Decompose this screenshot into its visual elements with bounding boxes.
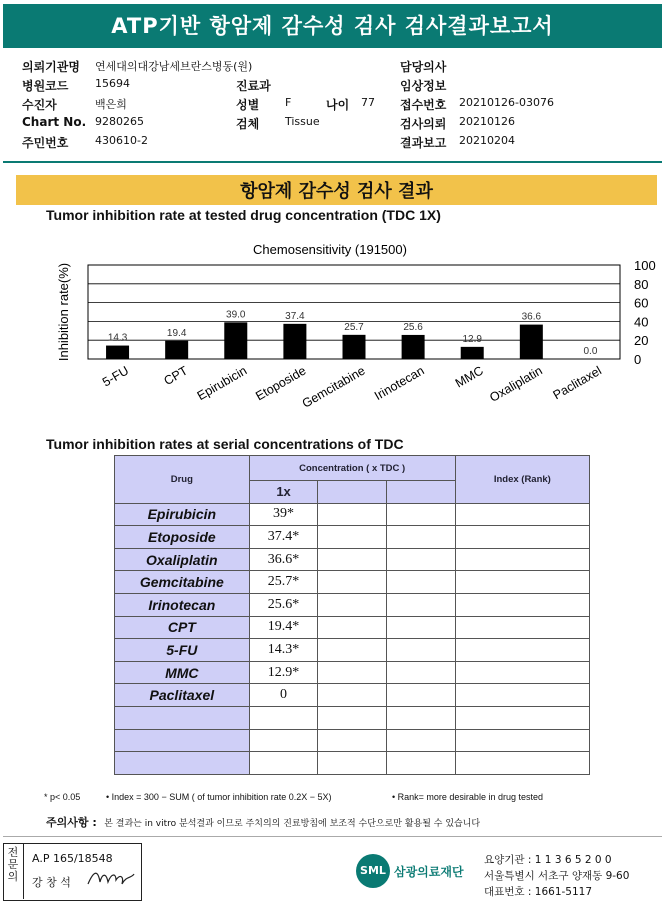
value-1x-cell: 12.9* bbox=[249, 661, 318, 684]
value-1x-cell: 37.4* bbox=[249, 526, 318, 549]
table-row bbox=[115, 593, 590, 616]
logo-text: SML bbox=[360, 864, 386, 877]
x-tick-label: CPT bbox=[161, 363, 191, 389]
x-tick-label: Oxaliplatin bbox=[487, 363, 545, 405]
receipt-label: 접수번호 bbox=[400, 98, 447, 112]
drug-name-cell bbox=[115, 706, 250, 729]
specimen-label: 검체 bbox=[236, 117, 260, 131]
drug-name-cell: CPT bbox=[115, 616, 250, 639]
y-axis-label: Inhibition rate(%) bbox=[56, 262, 71, 362]
x-tick-label: Epirubicin bbox=[194, 363, 250, 404]
bar bbox=[165, 341, 188, 359]
bar bbox=[520, 325, 543, 359]
value-1x-cell: 0 bbox=[249, 684, 318, 707]
concentration-header: Concentration ( x TDC ) bbox=[249, 456, 455, 481]
chart-title: Chemosensitivity (191500) bbox=[253, 242, 407, 257]
notice bbox=[46, 814, 480, 830]
conc-col-3-cell bbox=[387, 571, 456, 594]
age-label: 나이 bbox=[326, 98, 350, 112]
table-heading: Tumor inhibition rates at serial concentrations of TDC bbox=[46, 436, 404, 452]
value-1x-cell: 39* bbox=[249, 503, 318, 526]
divider bbox=[3, 161, 662, 163]
y-tick-label: 0 bbox=[634, 352, 642, 367]
conc-col-2-cell bbox=[318, 593, 387, 616]
hospital-code-value: 15694 bbox=[95, 77, 130, 90]
specimen-value: Tissue bbox=[285, 115, 320, 128]
table-row bbox=[115, 526, 590, 549]
table-row bbox=[115, 548, 590, 571]
bar-value-label: 19.4 bbox=[166, 327, 187, 339]
bar bbox=[343, 335, 366, 359]
value-1x-cell: 14.3* bbox=[249, 639, 318, 662]
chemosensitivity-chart bbox=[0, 228, 665, 438]
conc-col-2-cell bbox=[318, 548, 387, 571]
bar bbox=[402, 335, 425, 359]
y-tick-label: 20 bbox=[634, 333, 649, 349]
conc-col-2-header bbox=[318, 481, 387, 504]
drug-name-cell: Paclitaxel bbox=[115, 684, 250, 707]
report-date-label: 결과보고 bbox=[400, 136, 447, 150]
conc-col-2-cell bbox=[318, 616, 387, 639]
index-cell bbox=[455, 639, 589, 662]
index-cell bbox=[455, 729, 589, 752]
org-code: 요양기관 : 1 1 3 6 5 2 0 0 bbox=[484, 854, 612, 866]
bar-value-label: 0.0 bbox=[583, 346, 598, 357]
x-tick-label: Irinotecan bbox=[372, 363, 427, 404]
sex-label: 성별 bbox=[236, 98, 260, 112]
conc-col-2-cell bbox=[318, 706, 387, 729]
bar bbox=[224, 322, 247, 359]
institution-label: 의뢰기관명 bbox=[22, 60, 80, 74]
org-name: 삼광의료재단 bbox=[394, 865, 464, 879]
age-value: 77 bbox=[361, 96, 375, 109]
dept-label: 진료과 bbox=[236, 79, 271, 93]
specialist-label: 전문의 bbox=[3, 843, 24, 899]
resident-no-value: 430610-2 bbox=[95, 134, 148, 147]
conc-col-3-cell bbox=[387, 593, 456, 616]
conc-col-3-cell bbox=[387, 503, 456, 526]
section-title: 항암제 감수성 검사 결과 bbox=[240, 181, 433, 202]
report-date-value: 20210204 bbox=[459, 134, 515, 147]
request-value: 20210126 bbox=[459, 115, 515, 128]
y-tick-label: 80 bbox=[634, 276, 649, 292]
collector-value: 백은희 bbox=[95, 98, 127, 111]
bar-value-label: 25.6 bbox=[403, 321, 423, 333]
conc-col-2-cell bbox=[318, 503, 387, 526]
value-1x-cell bbox=[249, 706, 318, 729]
sex-value: F bbox=[285, 96, 292, 109]
index-header: Index (Rank) bbox=[455, 456, 589, 504]
table-row bbox=[115, 639, 590, 662]
drug-header: Drug bbox=[115, 456, 250, 504]
bar bbox=[461, 347, 484, 359]
value-1x-cell: 25.6* bbox=[249, 593, 318, 616]
bar-value-label: 39.0 bbox=[226, 309, 246, 321]
drug-name-cell: Epirubicin bbox=[115, 503, 250, 526]
index-cell bbox=[455, 571, 589, 594]
x-tick-label: Gemcitabine bbox=[299, 363, 368, 411]
index-cell bbox=[455, 616, 589, 639]
table-row bbox=[115, 661, 590, 684]
report-title: ATP기반 항암제 감수성 검사 검사결과보고서 bbox=[3, 4, 662, 48]
conc-col-3-cell bbox=[387, 661, 456, 684]
signature-image bbox=[86, 866, 136, 890]
conc-col-3-cell bbox=[387, 706, 456, 729]
table-row bbox=[115, 503, 590, 526]
doctor-label: 담당의사 bbox=[400, 60, 447, 74]
chart-no-label: Chart No. bbox=[22, 115, 87, 129]
bar-value-label: 36.6 bbox=[521, 311, 542, 323]
value-1x-cell bbox=[249, 752, 318, 775]
value-1x-cell: 36.6* bbox=[249, 548, 318, 571]
table-row bbox=[115, 752, 590, 775]
index-cell bbox=[455, 661, 589, 684]
index-cell bbox=[455, 593, 589, 616]
conc-col-3-cell bbox=[387, 639, 456, 662]
value-1x-cell bbox=[249, 729, 318, 752]
conc-col-3-cell bbox=[387, 684, 456, 707]
receipt-value: 20210126-03076 bbox=[459, 96, 554, 109]
bar bbox=[106, 346, 129, 359]
request-label: 검사의뢰 bbox=[400, 117, 447, 131]
rank-definition: • Rank= more desirable in drug tested bbox=[392, 792, 543, 802]
collector-label: 수진자 bbox=[22, 98, 57, 112]
footer-divider bbox=[3, 836, 662, 837]
results-table bbox=[114, 455, 590, 775]
x-tick-label: MMC bbox=[452, 363, 486, 391]
org-address: 서울특별시 서초구 양재동 9-60 bbox=[484, 870, 630, 882]
conc-col-2-cell bbox=[318, 684, 387, 707]
org-phone: 대표번호 : 1661-5117 bbox=[484, 886, 593, 898]
drug-name-cell: 5-FU bbox=[115, 639, 250, 662]
index-definition: • Index = 300 − SUM ( of tumor inhibition rate 0.2X − 5X) bbox=[106, 792, 332, 802]
notice-text: 본 결과는 in vitro 분석결과 이므로 주치의의 진료방침에 보조적 수단으로만 활용될 수 있습니다 bbox=[104, 819, 481, 829]
conc-col-2-cell bbox=[318, 571, 387, 594]
pvalue-note: * p< 0.05 bbox=[44, 792, 81, 802]
drug-name-cell: Etoposide bbox=[115, 526, 250, 549]
signer-license: A.P 165/18548 bbox=[32, 852, 113, 865]
drug-name-cell: Oxaliplatin bbox=[115, 548, 250, 571]
drug-name-cell: Gemcitabine bbox=[115, 571, 250, 594]
index-cell bbox=[455, 684, 589, 707]
y-tick-label: 100 bbox=[634, 258, 656, 273]
drug-name-cell: MMC bbox=[115, 661, 250, 684]
conc-col-3-header bbox=[387, 481, 456, 504]
chart-heading: Tumor inhibition rate at tested drug concentration (TDC 1X) bbox=[46, 207, 441, 223]
notice-label: 주의사항 : bbox=[46, 816, 97, 829]
resident-no-label: 주민번호 bbox=[22, 136, 69, 150]
index-cell bbox=[455, 706, 589, 729]
table-row bbox=[115, 571, 590, 594]
conc-col-2-cell bbox=[318, 639, 387, 662]
bar-value-label: 25.7 bbox=[344, 321, 364, 333]
signer-name: 강 창 석 bbox=[32, 876, 71, 889]
conc-col-3-cell bbox=[387, 729, 456, 752]
y-tick-label: 40 bbox=[634, 314, 649, 330]
drug-name-cell bbox=[115, 729, 250, 752]
conc-1x-header: 1x bbox=[249, 481, 318, 504]
clinical-label: 임상정보 bbox=[400, 79, 447, 93]
chart-no-value: 9280265 bbox=[95, 115, 144, 128]
drug-name-cell bbox=[115, 752, 250, 775]
index-cell bbox=[455, 752, 589, 775]
x-tick-label: Etoposide bbox=[253, 363, 309, 404]
conc-col-2-cell bbox=[318, 661, 387, 684]
conc-col-3-cell bbox=[387, 526, 456, 549]
conc-col-2-cell bbox=[318, 752, 387, 775]
index-cell bbox=[455, 503, 589, 526]
y-tick-label: 60 bbox=[634, 295, 649, 311]
bar-value-label: 12.9 bbox=[462, 333, 482, 345]
table-row bbox=[115, 684, 590, 707]
index-cell bbox=[455, 548, 589, 571]
table-row bbox=[115, 729, 590, 752]
value-1x-cell: 19.4* bbox=[249, 616, 318, 639]
bar bbox=[283, 324, 306, 359]
hospital-code-label: 병원코드 bbox=[22, 79, 69, 93]
conc-col-2-cell bbox=[318, 526, 387, 549]
bar-value-label: 14.3 bbox=[107, 332, 128, 344]
table-row bbox=[115, 706, 590, 729]
x-tick-label: Paclitaxel bbox=[550, 363, 604, 403]
conc-col-2-cell bbox=[318, 729, 387, 752]
conc-col-3-cell bbox=[387, 548, 456, 571]
institution-value: 연세대의대강남세브란스병동(원) bbox=[95, 60, 253, 73]
conc-col-3-cell bbox=[387, 752, 456, 775]
index-cell bbox=[455, 526, 589, 549]
drug-name-cell: Irinotecan bbox=[115, 593, 250, 616]
bar-value-label: 37.4 bbox=[285, 310, 305, 322]
table-row bbox=[115, 616, 590, 639]
x-tick-label: 5-FU bbox=[99, 363, 132, 390]
conc-col-3-cell bbox=[387, 616, 456, 639]
value-1x-cell: 25.7* bbox=[249, 571, 318, 594]
